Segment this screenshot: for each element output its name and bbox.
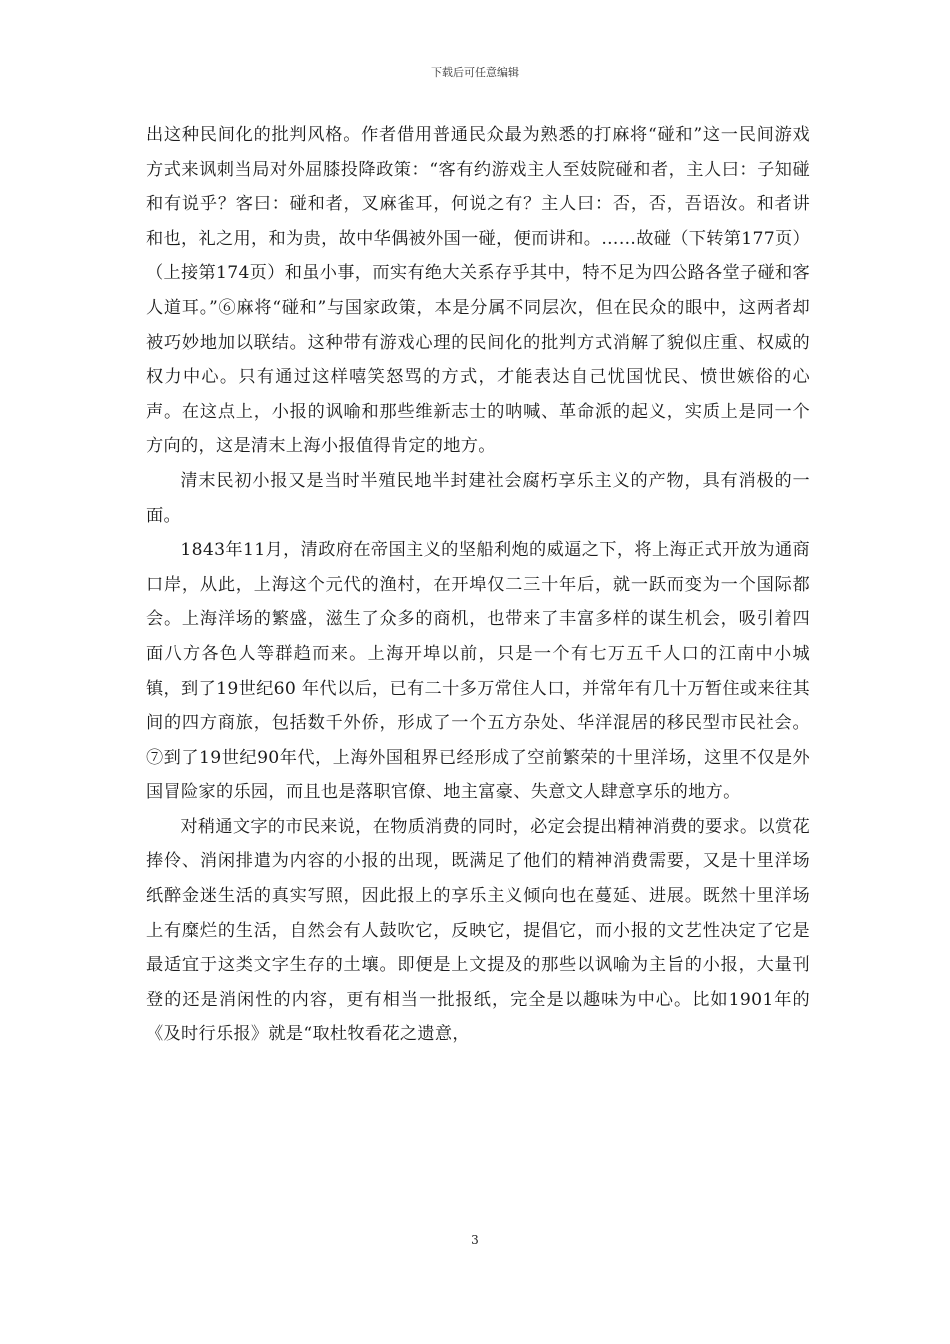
paragraph-continued: 出这种民间化的批判风格。作者借用普通民众最为熟悉的打麻将“碰和”这一民间游戏方式来讽刺当局对外屈膝投降政策：“客有约游戏主人至妓院碰和者，主人曰：子知碰和有说乎？客曰：碰和者，叉麻雀耳，何说之有？主人曰：否，否，吾语汝。和者讲和也，礼之用，和为贵，故中华偶被外国一碰，便而讲和。……故碰（下转第177页）（上接第174页）和虽小事，而实有绝大关系存乎其中，特不足为四公路各堂子碰和客人道耳。”⑥麻将“碰和”与国家政策，本是分属不同层次，但在民众的眼中，这两者却被巧妙地加以联结。这种带有游戏心理的民间化的批判方式消解了貌似庄重、权威的权力中心。只有通过这样嘻笑怒骂的方式，才能表达自己忧国忧民、愤世嫉俗的心声。在这点上，小报的讽喻和那些维新志士的呐喊、革命派的起义，实质上是同一个方向的，这是清末上海小报值得肯定的地方。 <box>146 125 810 457</box>
paragraph: 1843年11月，清政府在帝国主义的坚船利炮的威逼之下，将上海正式开放为通商口岸，从此，上海这个元代的渔村，在开埠仅二三十年后，就一跃而变为一个国际都会。上海洋场的繁盛，滋生了众多的商机，也带来了丰富多样的谋生机会，吸引着四面八方各色人等群趋而来。上海开埠以前，只是一个有七万五千人口的江南中小城镇，到了19世纪60 年代以后，已有二十多万常住人口，并常年有几十万暂住或来往其间的四方商旅，包括数千外侨，形成了一个五方杂处、华洋混居的移民型市民社会。⑦到了19世纪90年代，上海外国租界已经形成了空前繁荣的十里洋场，这里不仅是外国冒险家的乐园，而且也是落职官僚、地主富豪、失意文人肆意享乐的地方。 <box>146 540 810 803</box>
page-header-note: 下载后可任意编辑 <box>431 66 519 79</box>
page-number: 3 <box>471 1233 479 1247</box>
document-body <box>146 118 810 1052</box>
paragraph: 清末民初小报又是当时半殖民地半封建社会腐朽享乐主义的产物，具有消极的一面。 <box>146 470 810 526</box>
paragraph: 对稍通文字的市民来说，在物质消费的同时，必定会提出精神消费的要求。以赏花捧伶、消闲排遣为内容的小报的出现，既满足了他们的精神消费需要，又是十里洋场纸醉金迷生活的真实写照，因此报上的享乐主义倾向也在蔓延、进展。既然十里洋场上有糜烂的生活，自然会有人鼓吹它，反映它，提倡它，而小报的文艺性决定了它是最适宜于这类文字生存的土壤。即便是上文提及的那些以讽喻为主旨的小报，大量刊登的还是消闲性的内容，更有相当一批报纸，完全是以趣味为中心。比如1901年的《及时行乐报》就是“取杜牧看花之遗意， <box>146 816 810 1045</box>
